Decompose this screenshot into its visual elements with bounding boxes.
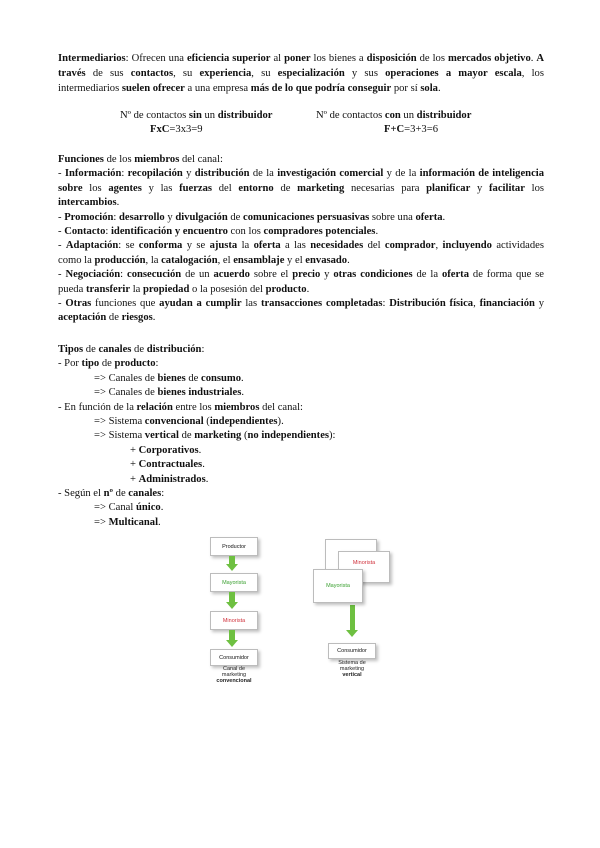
list-item: => Sistema vertical de marketing (no independientes): (94, 430, 336, 442)
arrowhead-icon (226, 564, 238, 571)
list-item: - Por tipo de producto: (58, 358, 159, 370)
list-item: => Canal único. (94, 502, 164, 514)
conventional-channel-diagram (198, 530, 274, 690)
list-item: => Sistema convencional (independientes). (94, 416, 284, 428)
mayorista-box: Mayorista (210, 573, 258, 592)
list-item: + Administrados. (130, 473, 209, 485)
productor-box: Productor (210, 537, 258, 556)
funcion-promocion: - Promoción: desarrollo y divulgación de comunicaciones persuasivas sobre una oferta. (58, 211, 446, 223)
list-item: => Canales de bienes de consumo. (94, 372, 244, 384)
intro-paragraph: Intermediarios: Ofrecen una eficiencia superior al poner los bienes a disposición de los mercados objetivo. A través de sus contactos, su experiencia, su especialización y sus operaciones a mayor escala, los intermediarios suelen ofrecer a una empresa más de lo que podría conseguir por sí sola. (58, 53, 545, 95)
conventional-caption: Canal de marketing convencional (216, 666, 252, 685)
consumidor-box: Consumidor (210, 649, 258, 666)
tipos-section (58, 343, 544, 530)
arrow-down-icon (350, 605, 355, 631)
arrowhead-icon (226, 602, 238, 609)
funciones-heading: Funciones de los miembros del canal: (58, 154, 223, 165)
contacts-with-distributor: Nº de contactos con un distribuidor F+C=3+3=6 (316, 110, 472, 136)
contacts-without-distributor: Nº de contactos sin un distribuidor FxC=3x3=9 (120, 110, 273, 136)
funcion-informacion: - Información: recopilación y distribución de la investigación comercial y de la información de inteligencia sobre los agentes y las fuerzas del entorno de marketing necesarias para planificar y facilitar los intercambios. (58, 168, 545, 209)
vertical-caption: Sistema de marketing vertical (338, 660, 366, 679)
list-item: + Contractuales. (130, 459, 205, 471)
funcion-otras: - Otras funciones que ayudan a cumplir las transacciones completadas: Distribución física, financiación y aceptación de riesgos. (58, 298, 544, 324)
list-item: => Multicanal. (94, 516, 161, 528)
funciones-section (58, 153, 544, 326)
mayorista-box: Mayorista (313, 569, 363, 603)
vertical-system-diagram (310, 533, 396, 688)
consumidor-box: Consumidor (328, 643, 376, 659)
funcion-negociacion: - Negociación: consecución de un acuerdo sobre el precio y otras condiciones de la oferta de forma que se pueda transferir la propiedad o la posesión del producto. (58, 269, 544, 295)
list-item: => Canales de bienes industriales. (94, 387, 244, 399)
funcion-contacto: - Contacto: identificación y encuentro con los compradores potenciales. (58, 226, 379, 238)
arrowhead-icon (226, 640, 238, 647)
list-item: - Según el nº de canales: (58, 488, 165, 500)
minorista-box: Minorista (338, 551, 390, 583)
funcion-adaptacion: - Adaptación: se conforma y se ajusta la oferta a las necesidades del comprador, incluyendo actividades como la producción, la catalogación, el ensamblaje y el envasado. (58, 240, 544, 266)
list-item: - En función de la relación entre los miembros del canal: (58, 401, 303, 413)
tipos-heading: Tipos de canales de distribución: (58, 344, 205, 355)
arrowhead-icon (346, 630, 358, 637)
list-item: + Corporativos. (130, 444, 202, 456)
minorista-box: Minorista (210, 611, 258, 630)
